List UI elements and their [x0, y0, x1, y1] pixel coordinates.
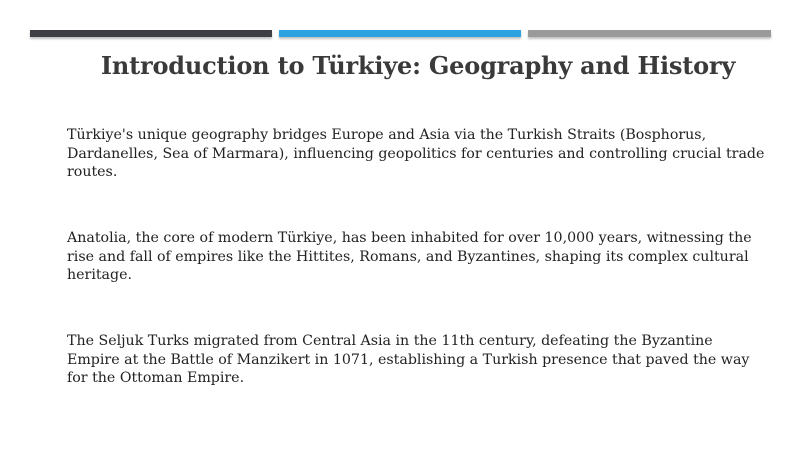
slide-title: Introduction to Türkiye: Geography and History: [100, 51, 736, 80]
paragraph-anatolia: Anatolia, the core of modern Türkiye, has been inhabited for over 10,000 years, witnessing the rise and fall of empires like the Hittites, Romans, and Byzantines, shaping its complex cultural heritage.: [67, 230, 752, 283]
header-bar-dark: [30, 30, 272, 37]
paragraph-geography: Türkiye's unique geography bridges Europe and Asia via the Turkish Straits (Bosphorus, Dardanelles, Sea of Marmara), influencing geopolitics for centuries and controlling crucial trade routes.: [67, 127, 765, 180]
header-bar-gray: [528, 30, 771, 37]
paragraph-seljuk: The Seljuk Turks migrated from Central Asia in the 11th century, defeating the Byzantine Empire at the Battle of Manzikert in 1071, establishing a Turkish presence that paved the way for the Ottoman Empire.: [67, 333, 750, 386]
header-bar-blue: [279, 30, 521, 37]
